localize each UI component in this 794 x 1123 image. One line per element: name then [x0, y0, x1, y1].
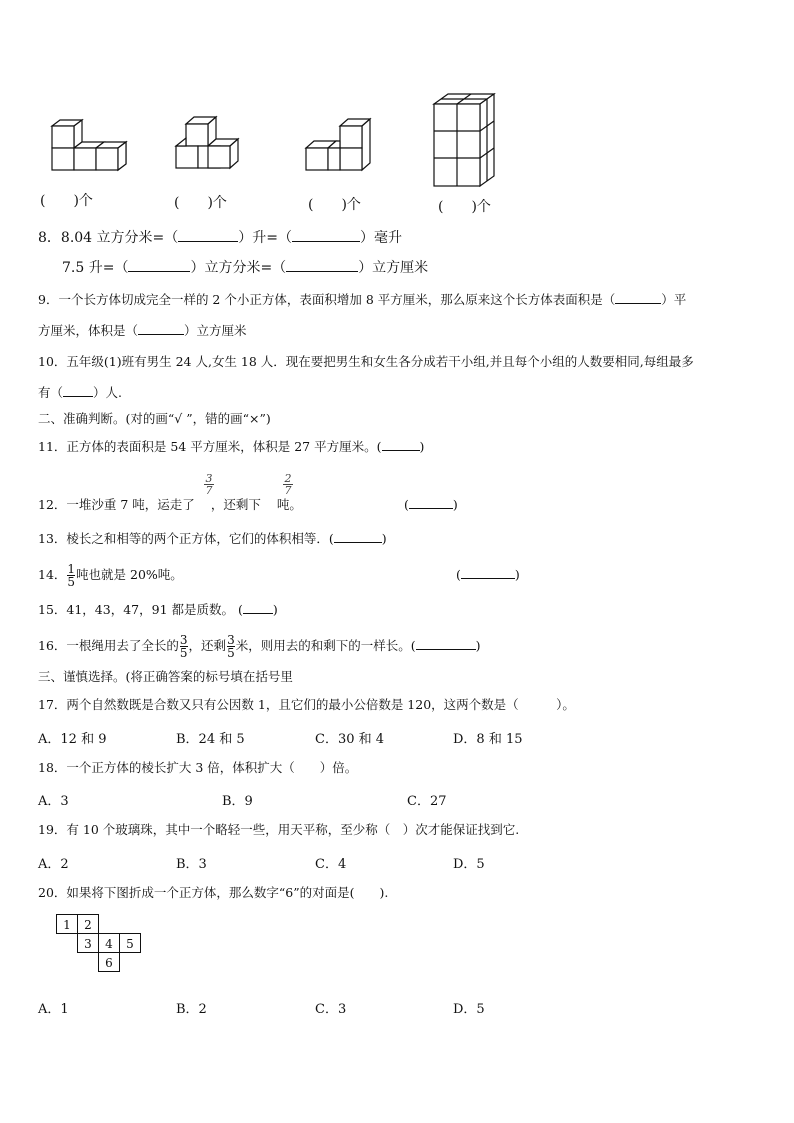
q19-option-d[interactable]: D．5: [453, 857, 485, 872]
q17-option-c[interactable]: C．30 和 4: [315, 732, 385, 747]
net-cell-5: 5: [119, 933, 141, 953]
q20-option-a[interactable]: A．1: [38, 1002, 69, 1017]
answer-blank[interactable]: [138, 322, 184, 335]
q19-option-a[interactable]: A．2: [38, 857, 69, 872]
answer-blank[interactable]: [286, 259, 358, 272]
q16-fraction-2: $\frac{3}{5}$: [227, 633, 235, 660]
question-15: 15．41，43，47，91 都是质数。 ( ): [38, 602, 278, 617]
q20-option-d[interactable]: D．5: [453, 1002, 485, 1017]
question-8-line-2: 7.5 升=（ ）立方分米=（ ）立方厘米: [62, 260, 429, 276]
section-2-title: 二、准确判断。(对的画“√ ”，错的画“×”): [38, 411, 271, 426]
question-9-line-2: 方厘米，体积是（ ）立方厘米: [38, 323, 247, 338]
answer-blank[interactable]: [292, 229, 360, 242]
q16-fraction-1: $\frac{3}{5}$: [179, 633, 188, 660]
section-3-title: 三、谨慎选择。(将正确答案的标号填在括号里: [38, 669, 293, 684]
answer-blank[interactable]: [461, 566, 515, 579]
q17-option-a[interactable]: A．12 和 9: [38, 732, 107, 747]
q18-option-b[interactable]: B．9: [222, 794, 253, 809]
question-17: 17．两个自然数既是合数又只有公因数 1，且它们的最小公倍数是 120，这两个数是（ ）。: [38, 697, 575, 712]
question-20: 20．如果将下图折成一个正方体，那么数字“6”的对面是( ).: [38, 885, 389, 900]
question-13: 13．棱长之和相等的两个正方体，它们的体积相等．( ): [38, 531, 387, 546]
q12-fraction-1: $\frac{3}{7}$: [205, 472, 213, 497]
net-cell-2: 2: [77, 914, 99, 934]
question-8-line-1: 8．8.04 立方分米=（ ）升=（ ）毫升: [38, 230, 402, 246]
answer-blank[interactable]: [178, 229, 238, 242]
cube-figure-3: [300, 116, 380, 186]
answer-blank[interactable]: [416, 637, 476, 650]
question-10-line-1: 10．五年级(1)班有男生 24 人,女生 18 人．现在要把男生和女生各分成若干小组,并且每个小组的人数要相同,每组最多: [38, 354, 694, 369]
q12-fraction-2: $\frac{2}{7}$: [284, 472, 292, 497]
cube-figure-4: [428, 90, 508, 190]
cube-figure-1: [46, 118, 146, 188]
question-16: 16．一根绳用去了全长的 $\frac{3}{5}$ ，还剩 $\frac{3}{5}$ 米，则用去的和剩下的一样长。( ): [38, 633, 481, 660]
answer-blank[interactable]: [334, 530, 382, 543]
net-cell-3: 3: [77, 933, 99, 953]
question-10-line-2: 有（ ）人.: [38, 385, 122, 400]
answer-blank[interactable]: [615, 291, 661, 304]
figure-label-1: ( )个: [40, 193, 93, 209]
figure-label-2: ( )个: [174, 195, 227, 211]
answer-blank[interactable]: [63, 384, 93, 397]
q18-option-a[interactable]: A．3: [38, 794, 69, 809]
answer-blank[interactable]: [243, 601, 273, 614]
question-18: 18．一个正方体的棱长扩大 3 倍，体积扩大（ ）倍。: [38, 760, 358, 775]
figure-label-3: ( )个: [308, 197, 361, 213]
q14-fraction: $\frac{1}{5}$: [67, 562, 76, 589]
answer-blank[interactable]: [128, 259, 190, 272]
cube-figure-2: [172, 114, 252, 184]
net-cell-4: 4: [98, 933, 120, 953]
question-11: 11．正方体的表面积是 54 平方厘米，体积是 27 平方厘米。( ): [38, 439, 425, 454]
q19-option-b[interactable]: B．3: [176, 857, 207, 872]
q17-option-d[interactable]: D．8 和 15: [453, 732, 523, 747]
q19-option-c[interactable]: C．4: [315, 857, 347, 872]
answer-blank[interactable]: [409, 496, 453, 509]
q20-option-c[interactable]: C．3: [315, 1002, 347, 1017]
q18-option-c[interactable]: C．27: [407, 794, 447, 809]
q17-option-b[interactable]: B．24 和 5: [176, 732, 245, 747]
question-14: 14． $\frac{1}{5}$ 吨也就是 20%吨。: [38, 562, 183, 589]
answer-blank[interactable]: [382, 438, 420, 451]
question-14-answer: ( ): [456, 567, 520, 582]
question-12: 12．一堆沙重 7 吨，运走了 ，还剩下 吨。: [38, 497, 302, 512]
question-12-answer: ( ): [404, 497, 458, 512]
question-9-line-1: 9．一个长方体切成完全一样的 2 个小正方体，表面积增加 8 平方厘米，那么原来这个长方体表面积是（ ）平: [38, 292, 687, 307]
question-19: 19．有 10 个玻璃珠，其中一个略轻一些，用天平称，至少称（ ）次才能保证找到它.: [38, 822, 520, 837]
q20-option-b[interactable]: B．2: [176, 1002, 207, 1017]
net-cell-1: 1: [56, 914, 78, 934]
figure-label-4: ( )个: [438, 199, 491, 215]
net-cell-6: 6: [98, 952, 120, 972]
